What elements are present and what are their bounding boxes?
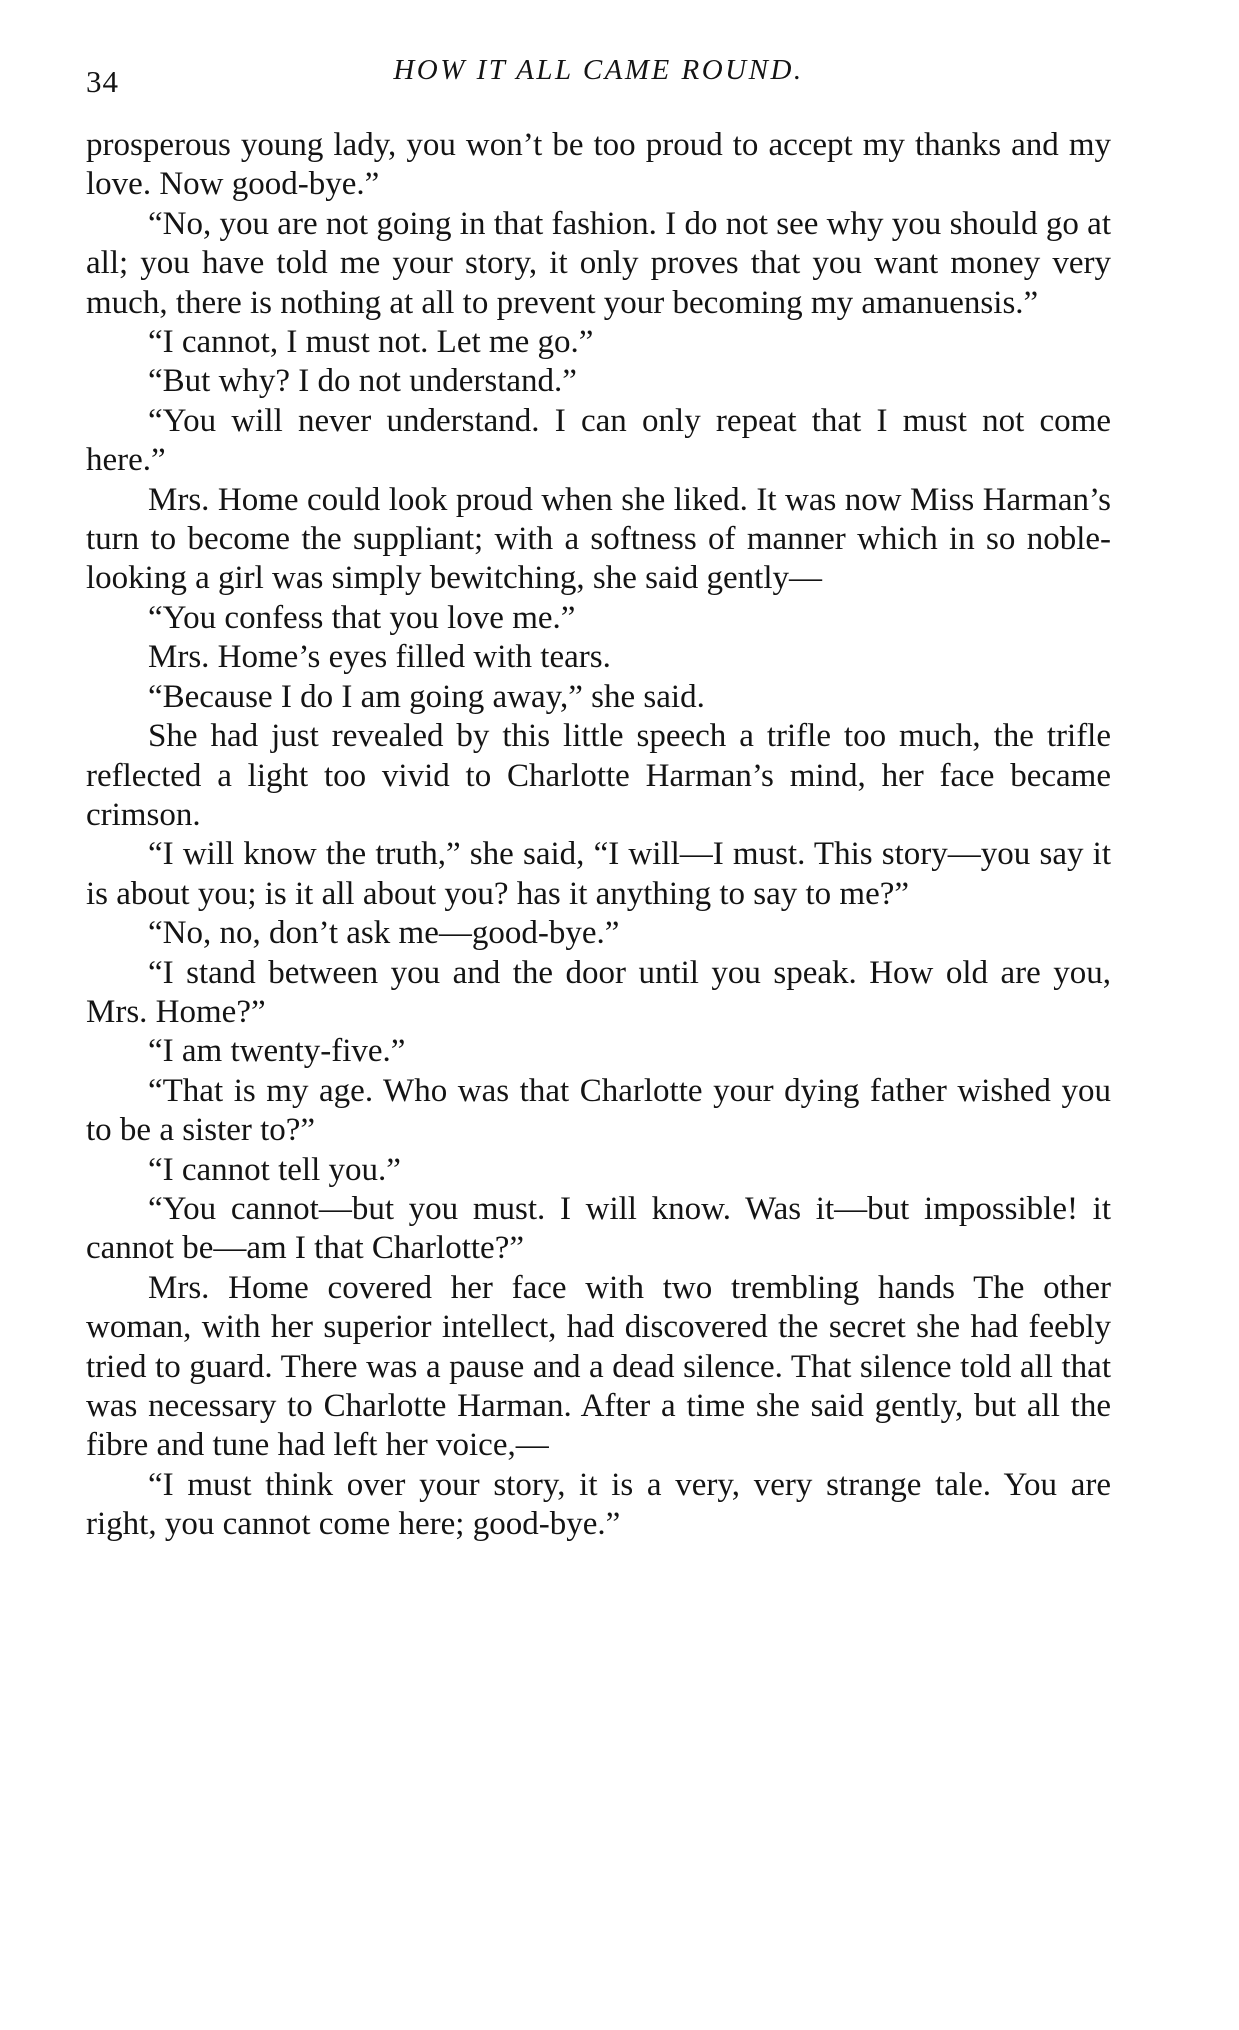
paragraph: “You cannot—but you must. I will know. Was it—but impossible! it cannot be—am I that Charlotte?” <box>86 1190 1111 1267</box>
paragraph: “I cannot tell you.” <box>148 1151 401 1188</box>
paragraph: “No, no, don’t ask me—good-bye.” <box>148 915 620 952</box>
paragraph: “I stand between you and the door until you speak. How old are you, Mrs. Home?” <box>86 954 1111 1030</box>
paragraph: “No, you are not going in that fashion. I do not see why you should go at all; you have told me your story, it only proves that you want money very much, there is nothing at all to prevent your becoming my amanuensis.” <box>86 205 1111 321</box>
paragraph: “I must think over your story, it is a very, very strange tale. You are right, you cannot come here; good-bye.” <box>86 1466 1111 1543</box>
paragraph: She had just revealed by this little speech a trifle too much, the trifle reflected a light too vivid to Charlotte Harman’s mind, her face became crimson. <box>86 718 1111 833</box>
paragraph: “But why? I do not understand.” <box>148 363 577 400</box>
paragraph: prosperous young lady, you won’t be too proud to accept my thanks and my love. Now good-bye.” <box>86 127 1111 203</box>
paragraph: “Because I do I am going away,” she said. <box>148 678 705 715</box>
paragraph: “You confess that you love me.” <box>148 599 576 636</box>
paragraph: “That is my age. Who was that Charlotte your dying father wished you to be a sister to?” <box>86 1072 1111 1149</box>
page-header <box>86 50 1111 110</box>
paragraph: Mrs. Home’s eyes filled with tears. <box>148 639 611 676</box>
paragraph: “I will know the truth,” she said, “I will—I must. This story—you say it is about you; is it all about you? has it anything to say to me?” <box>86 836 1111 912</box>
paragraph: Mrs. Home could look proud when she liked. It was now Miss Harman’s turn to become the suppliant; with a softness of manner which in so noble-looking a girl was simply bewitching, she said gently— <box>86 481 1111 597</box>
paragraph: Mrs. Home covered her face with two trembling hands The other woman, with her superior intellect, had discovered the secret she had feebly tried to guard. There was a pause and a dead silence. That silence told all that was necessary to Charlotte Harman. After a time she said gently, but all the fibre and tune had left her voice,— <box>86 1269 1111 1464</box>
paragraph: “I am twenty-five.” <box>148 1033 406 1070</box>
page-number: 34 <box>86 64 119 99</box>
paragraph: “I cannot, I must not. Let me go.” <box>148 324 594 361</box>
running-head: HOW IT ALL CAME ROUND. <box>393 54 804 86</box>
paragraph: “You will never understand. I can only repeat that I must not come here.” <box>86 402 1111 479</box>
body-text <box>86 126 1111 1545</box>
